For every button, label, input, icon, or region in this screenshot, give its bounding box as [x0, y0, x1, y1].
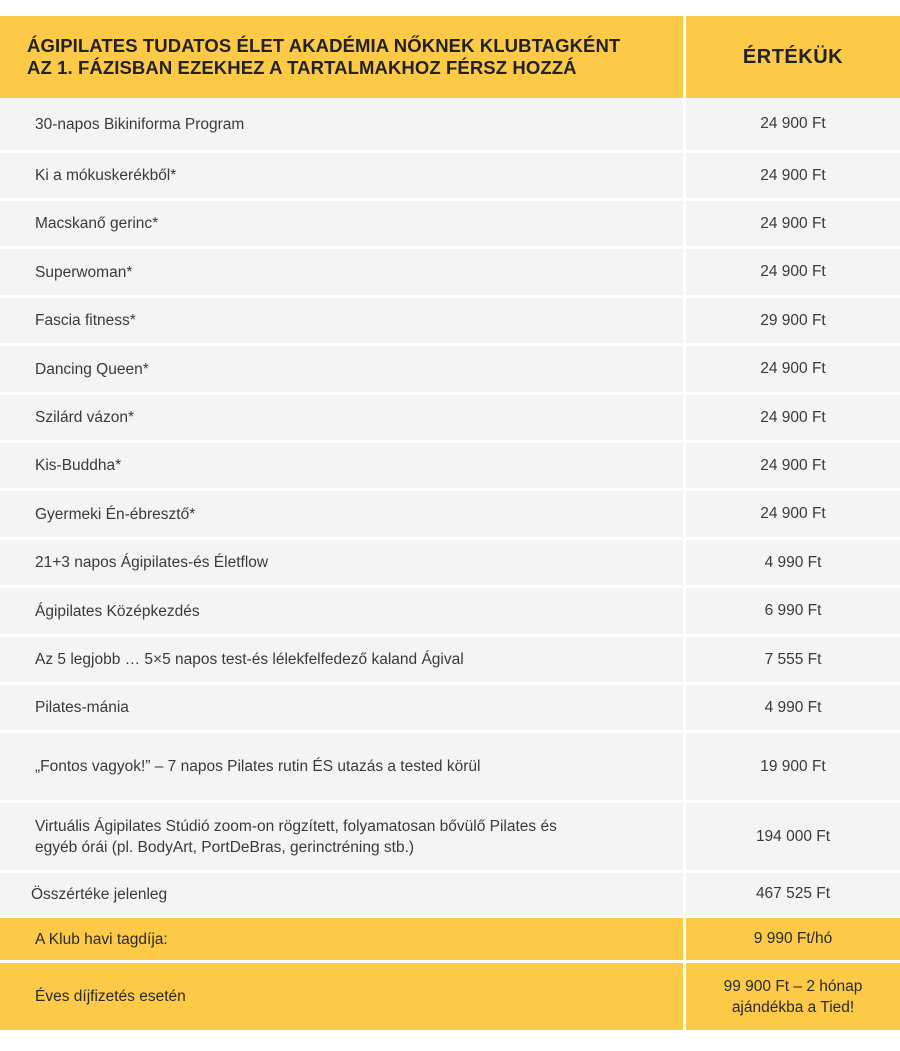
- row-name: „Fontos vagyok!” – 7 napos Pilates rutin ÉS utazás a tested körül: [0, 730, 686, 800]
- monthly-fee-row: [0, 915, 900, 960]
- row-name: Ki a mókuskerékből*: [0, 150, 686, 198]
- row-name-line-1: Virtuális Ágipilates Stúdió zoom-on rögzített, folyamatosan bővülő Pilates és: [35, 817, 557, 835]
- total-value: 467 525 Ft: [686, 870, 900, 915]
- header-title-line-1: ÁGIPILATES TUDATOS ÉLET AKADÉMIA NŐKNEK KLUBTAGKÉNT: [27, 35, 621, 56]
- row-name: Fascia fitness*: [0, 295, 686, 343]
- row-value: 24 900 Ft: [686, 440, 900, 488]
- table-row: [0, 800, 900, 870]
- monthly-fee-label: A Klub havi tagdíja:: [0, 915, 686, 960]
- table-row: [0, 295, 900, 343]
- row-name: Superwoman*: [0, 246, 686, 295]
- table-row: [0, 343, 900, 392]
- yearly-fee-value-line-1: 99 900 Ft – 2 hónap: [723, 977, 863, 995]
- row-value: 4 990 Ft: [686, 682, 900, 730]
- row-name: 30-napos Bikiniforma Program: [0, 98, 686, 150]
- total-row: [0, 870, 900, 915]
- monthly-fee-value: 9 990 Ft/hó: [686, 915, 900, 960]
- row-name: Pilates-mánia: [0, 682, 686, 730]
- table-row: [0, 440, 900, 488]
- row-value: 194 000 Ft: [686, 800, 900, 870]
- row-name: Ágipilates Középkezdés: [0, 585, 686, 634]
- table-row: [0, 246, 900, 295]
- row-name: Dancing Queen*: [0, 343, 686, 392]
- table-row: [0, 198, 900, 246]
- row-value: 19 900 Ft: [686, 730, 900, 800]
- table-row: [0, 634, 900, 682]
- row-value: 24 900 Ft: [686, 343, 900, 392]
- row-name: Macskanő gerinc*: [0, 198, 686, 246]
- row-value: 29 900 Ft: [686, 295, 900, 343]
- row-value: 24 900 Ft: [686, 488, 900, 537]
- yearly-fee-value-line-2: ajándékba a Tied!: [731, 998, 855, 1016]
- yearly-fee-value: [686, 960, 900, 1030]
- row-name-line-2: egyéb órái (pl. BodyArt, PortDeBras, gerinctréning stb.): [35, 838, 415, 856]
- row-name: Gyermeki Én-ébresztő*: [0, 488, 686, 537]
- row-value: 24 900 Ft: [686, 246, 900, 295]
- table-row: [0, 730, 900, 800]
- table-header-row: [0, 16, 900, 98]
- table-row: [0, 537, 900, 585]
- yearly-fee-row: [0, 960, 900, 1030]
- row-value: 7 555 Ft: [686, 634, 900, 682]
- header-title-line-2: AZ 1. FÁZISBAN EZEKHEZ A TARTALMAKHOZ FÉRSZ HOZZÁ: [27, 57, 577, 78]
- row-value: 24 900 Ft: [686, 392, 900, 440]
- table-row: [0, 392, 900, 440]
- table-row: [0, 585, 900, 634]
- yearly-fee-label: Éves díjfizetés esetén: [0, 960, 686, 1030]
- row-name: Az 5 legjobb … 5×5 napos test-és lélekfelfedező kaland Ágival: [0, 634, 686, 682]
- table-row: [0, 682, 900, 730]
- row-name: 21+3 napos Ágipilates-és Életflow: [0, 537, 686, 585]
- row-value: 24 900 Ft: [686, 98, 900, 150]
- row-name: Szilárd vázon*: [0, 392, 686, 440]
- table-row: [0, 98, 900, 150]
- table-row: [0, 488, 900, 537]
- row-name: [0, 800, 686, 870]
- row-name: Kis-Buddha*: [0, 440, 686, 488]
- table-row: [0, 150, 900, 198]
- pricing-table: [0, 16, 900, 1030]
- row-value: 4 990 Ft: [686, 537, 900, 585]
- row-value: 24 900 Ft: [686, 198, 900, 246]
- row-value: 6 990 Ft: [686, 585, 900, 634]
- value-column-header: ÉRTÉKÜK: [686, 16, 900, 98]
- row-value: 24 900 Ft: [686, 150, 900, 198]
- content-column-header: [0, 16, 686, 98]
- total-label: Összértéke jelenleg: [0, 870, 686, 915]
